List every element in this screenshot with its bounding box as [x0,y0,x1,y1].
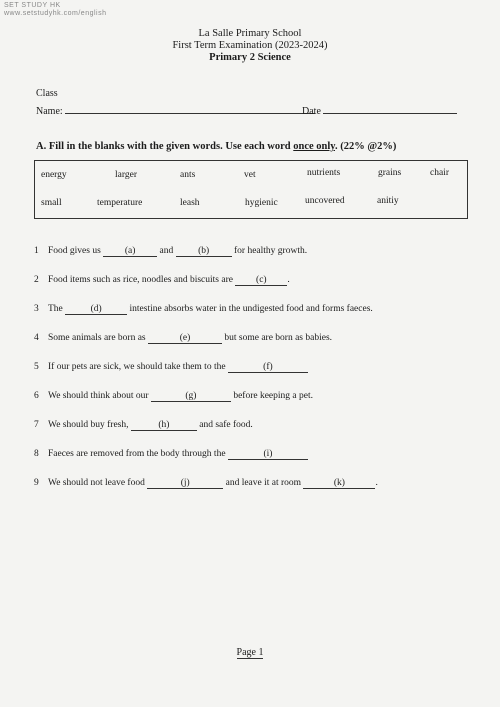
question-number: 4 [34,333,39,343]
question-number: 9 [34,478,39,488]
word-bank-item: temperature [97,198,143,208]
subject-title: Primary 2 Science [209,52,291,63]
answer-blank-b[interactable]: (b) [176,246,232,257]
name-label [36,106,315,117]
word-bank-item: larger [115,170,137,180]
answer-blank-a[interactable]: (a) [103,246,157,257]
section-a-title [36,141,396,152]
question-3 [34,304,373,315]
question-text: and safe food. [196,420,253,430]
question-number: 1 [34,246,39,256]
answer-blank-c[interactable]: (c) [235,275,287,286]
exam-title: First Term Examination (2023-2024) [172,40,328,51]
page-footer [0,647,500,658]
answer-blank-i[interactable]: (i) [228,449,308,460]
question-8 [34,449,308,460]
word-bank-item: chair [430,168,449,178]
question-text: intestine absorbs water in the undigested food and forms faeces. [127,304,373,314]
word-bank [34,160,468,219]
date-label [302,106,457,117]
answer-blank-j[interactable]: (j) [147,478,223,489]
question-5 [34,362,308,373]
answer-blank-g[interactable]: (g) [151,391,231,402]
answer-blank-d[interactable]: (d) [65,304,127,315]
word-bank-item: nutrients [307,168,341,178]
school-name: La Salle Primary School [198,28,302,39]
question-text: If our pets are sick, we should take them to the [48,362,228,372]
question-9 [34,478,378,489]
name-label-text: Name: [36,106,63,117]
question-text: . [375,478,378,488]
word-bank-item: ants [180,170,196,180]
question-number: 2 [34,275,39,285]
answer-blank-f[interactable]: (f) [228,362,308,373]
question-number: 6 [34,391,39,401]
question-text: We should think about our [48,391,151,401]
answer-blank-e[interactable]: (e) [148,333,222,344]
question-text: for healthy growth. [231,246,308,256]
question-text: Faeces are removed from the body through the [48,449,228,459]
date-line[interactable] [323,113,457,114]
word-bank-item: anitiy [377,196,399,206]
date-label-text: Date [302,106,321,117]
question-text: and leave it at room [223,478,304,488]
name-line[interactable] [65,113,315,114]
question-text: . [287,275,290,285]
exam-header [0,28,500,64]
question-text: Food items such as rice, noodles and biscuits are [48,275,236,285]
question-text: We should buy fresh, [48,420,131,430]
class-label: Class [36,88,58,99]
question-number: 5 [34,362,39,372]
question-text: The [48,304,66,314]
word-bank-item: hygienic [245,198,278,208]
section-a-title-underlined: once only [293,141,335,152]
question-text: We should not leave food [48,478,148,488]
question-number: 8 [34,449,39,459]
question-text: and [157,246,176,256]
question-2 [34,275,290,286]
word-bank-item: uncovered [305,196,345,206]
section-a-title-post: . (22% @2%) [334,141,397,152]
page-number: Page 1 [236,647,264,658]
question-text: Some animals are born as [48,333,148,343]
watermark-line: SET STUDY HK [4,2,61,9]
word-bank-item: vet [244,170,256,180]
word-bank-item: small [41,198,62,208]
section-a-title-pre: A. Fill in the blanks with the given words. Use each word [36,141,294,152]
question-text: before keeping a pet. [230,391,313,401]
word-bank-item: energy [41,170,67,180]
question-number: 7 [34,420,39,430]
question-4 [34,333,332,344]
answer-blank-k[interactable]: (k) [303,478,375,489]
question-7 [34,420,253,431]
question-number: 3 [34,304,39,314]
answer-blank-h[interactable]: (h) [131,420,197,431]
watermark [4,2,106,18]
watermark-line: www.setstudyhk.com/english [4,10,107,17]
question-text: Food gives us [48,246,104,256]
word-bank-item: leash [180,198,200,208]
word-bank-item: grains [378,168,402,178]
question-text: but some are born as babies. [222,333,333,343]
question-1 [34,246,307,257]
question-6 [34,391,313,402]
